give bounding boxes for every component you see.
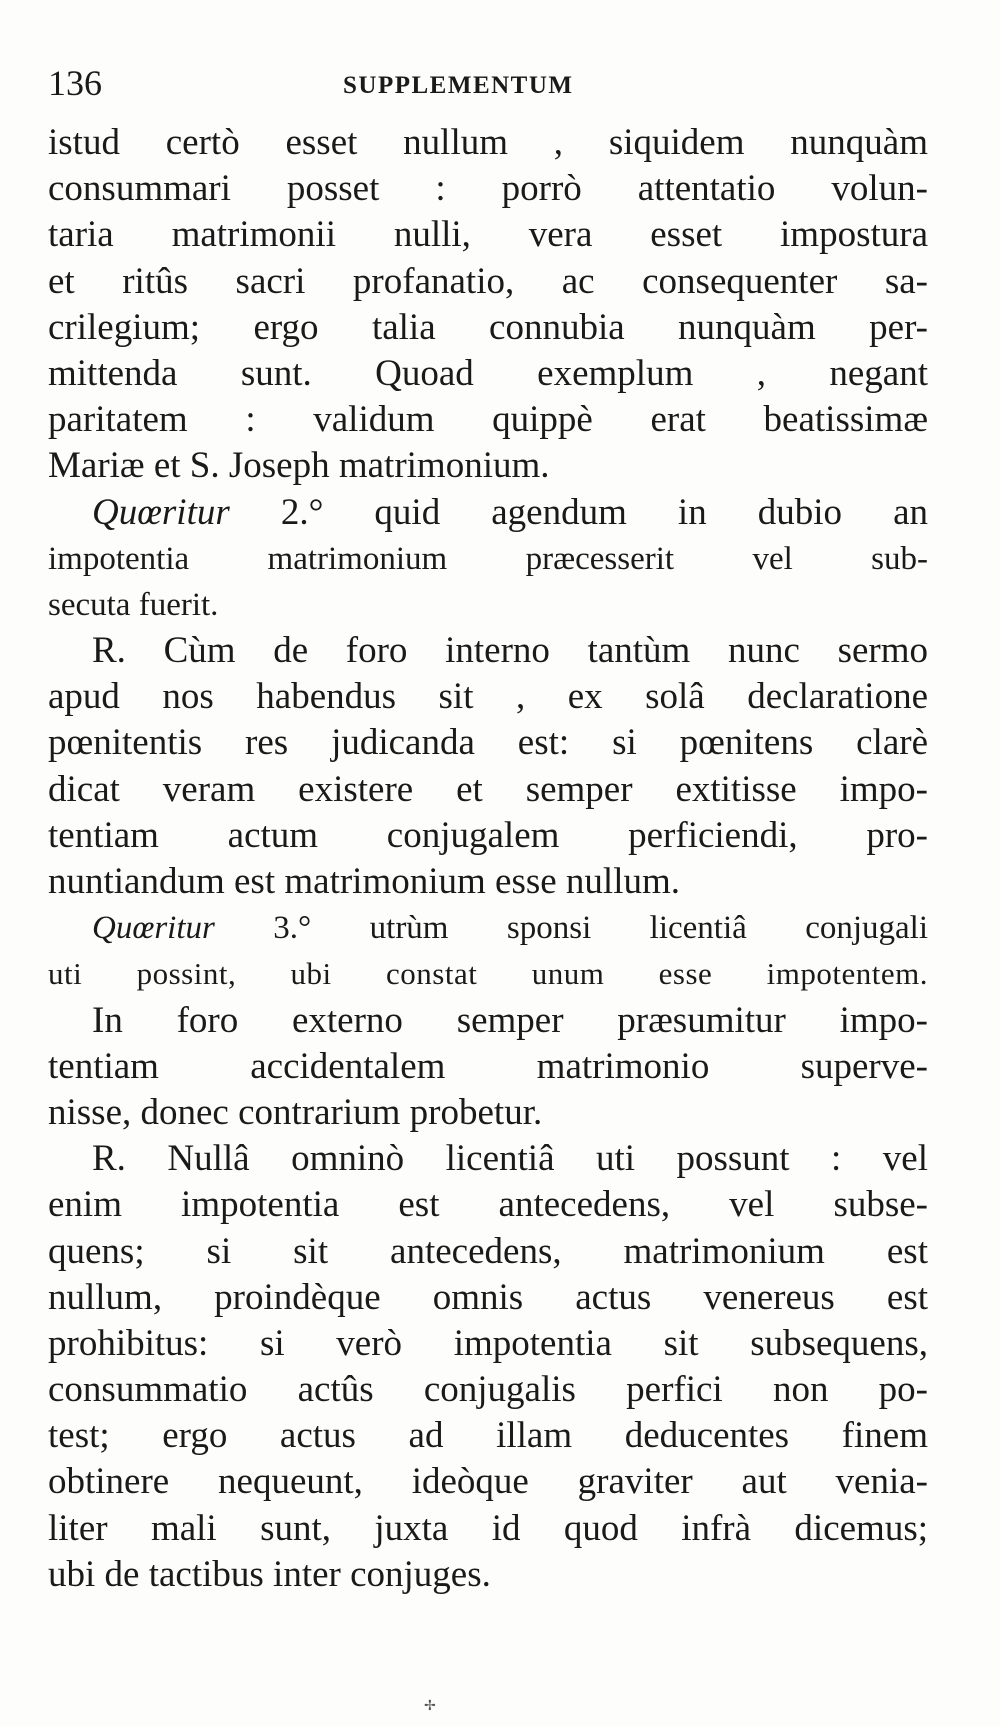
text-line: tentiam accidentalem matrimonio superve- xyxy=(48,1045,928,1087)
text-line: ubi de tactibus inter conjuges. xyxy=(48,1553,491,1595)
response-line: R. Nullâ omninò licentiâ uti possunt : vel xyxy=(92,1138,928,1180)
text-line: tentiam actum conjugalem perficiendi, pro- xyxy=(48,814,928,856)
text-line: liter mali sunt, juxta id quod infrà dicemus; xyxy=(48,1507,928,1549)
text-line: test; ergo actus ad illam deducentes finem xyxy=(48,1415,928,1457)
page-number: 136 xyxy=(48,63,102,103)
response-line: R. Cùm de foro interno tantùm nunc sermo xyxy=(92,630,928,672)
text-line: Mariæ et S. Joseph matrimonium. xyxy=(48,445,550,487)
body-text xyxy=(48,120,928,1598)
text-line: prohibitus: si verò impotentia sit subsequens, xyxy=(48,1322,928,1364)
question-line: Quœritur 3.° utrùm sponsi licentiâ conjugali xyxy=(92,910,928,947)
page-header xyxy=(48,62,918,108)
question-lead: Quœritur xyxy=(92,910,215,947)
text-line: apud nos habendus sit , ex solâ declaratione xyxy=(48,676,928,718)
text-line: nuntiandum est matrimonium esse nullum. xyxy=(48,861,681,902)
text-line: nisse, donec contrarium probetur. xyxy=(48,1091,543,1133)
text-line: taria matrimonii nulli, vera esset impostura xyxy=(48,214,928,256)
running-head: SUPPLEMENTUM xyxy=(343,72,574,99)
text-line: istud certò esset nullum , siquidem nunquàm xyxy=(48,122,928,163)
text-line: quens; si sit antecedens, matrimonium est xyxy=(48,1230,928,1272)
text-line: et ritûs sacri profanatio, ac consequenter sa- xyxy=(48,260,928,302)
printer-ornament-icon: ✢ xyxy=(424,1699,436,1714)
text-line: paritatem : validum quippè erat beatissimæ xyxy=(48,399,928,441)
text-line: uti possint, ubi constat unum esse impotentem. xyxy=(48,956,928,992)
text-line: enim impotentia est antecedens, vel subse- xyxy=(48,1184,928,1226)
text-line: pœnitentis res judicanda est: si pœnitens clarè xyxy=(48,722,928,764)
text-line: obtinere nequeunt, ideòque graviter aut venia- xyxy=(48,1461,928,1503)
text-line: In foro externo semper præsumitur impo- xyxy=(92,999,928,1041)
text-line: consummari posset : porrò attentatio volun- xyxy=(48,168,928,210)
text-line: impotentia matrimonium præcesserit vel sub- xyxy=(48,540,928,577)
question-line: Quœritur 2.° quid agendum in dubio an xyxy=(92,491,928,533)
text-line: crilegium; ergo talia connubia nunquàm per- xyxy=(48,306,928,348)
text-line: mittenda sunt. Quoad exemplum , negant xyxy=(48,352,928,394)
text-line: nullum, proindèque omnis actus venereus est xyxy=(48,1276,928,1318)
question-lead: Quœritur xyxy=(92,491,230,533)
text-line: dicat veram existere et semper extitisse impo- xyxy=(48,768,928,810)
text-line: consummatio actûs conjugalis perfici non po- xyxy=(48,1369,928,1411)
text-line: secuta fuerit. xyxy=(48,586,219,623)
